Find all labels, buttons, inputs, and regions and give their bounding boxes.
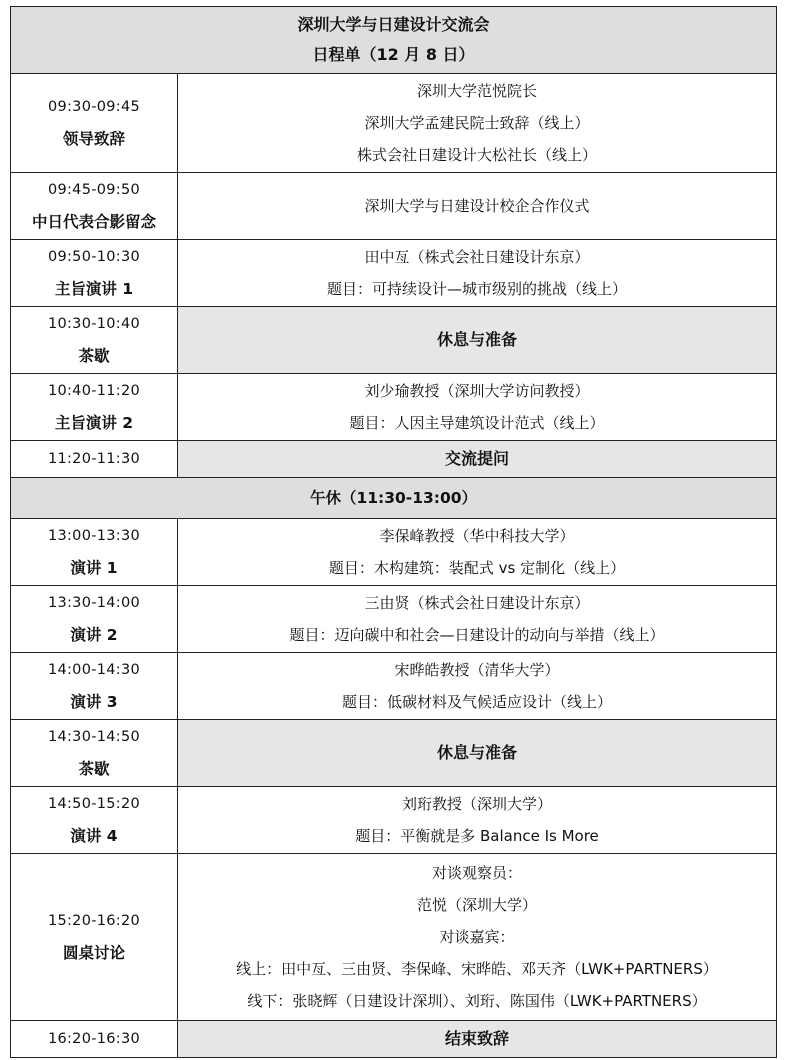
detail-line: 题目：平衡就是多 Balance Is More [355,827,599,845]
time-cell [11,374,178,441]
session-details [178,74,777,173]
time-range: 15:20-16:20 [47,913,141,929]
detail-line: 题目：人因主导建筑设计范式（线上） [349,414,605,432]
detail-line: 题目：木构建筑：装配式 vs 定制化（线上） [328,559,626,577]
session-label: 演讲 3 [70,693,118,711]
time-range: 14:30-14:50 [47,729,141,745]
detail-line: 深圳大学与日建设计校企合作仪式 [364,197,590,215]
time-cell [11,854,178,1021]
time-range: 13:00-13:30 [47,528,141,544]
time-cell [11,586,178,653]
time-cell [11,1021,178,1058]
session-details [178,854,777,1021]
detail-line: 题目：可持续设计—城市级别的挑战（线上） [327,280,628,298]
session-label: 圆桌讨论 [62,944,125,962]
detail-line: 三由贤（株式会社日建设计东京） [364,594,590,612]
session-label: 中日代表合影留念 [31,213,156,231]
schedule-row [11,787,777,854]
time-cell [11,720,178,787]
schedule-row [11,441,777,478]
time-cell [11,441,178,478]
session-details [178,519,777,586]
session-label: 主旨演讲 2 [54,414,134,432]
session-label: 演讲 1 [70,559,118,577]
time-cell [11,173,178,240]
time-range: 14:50-15:20 [47,796,141,812]
time-range: 09:45-09:50 [47,182,141,198]
time-cell [11,74,178,173]
time-range: 09:50-10:30 [47,249,141,265]
detail-line: 范悦（深圳大学） [417,896,538,914]
session-highlight: 休息与准备 [178,720,777,787]
time-range: 09:30-09:45 [47,99,141,115]
detail-line: 对谈观察员： [432,864,523,882]
document-subtitle: 日程单（12 月 8 日） [312,45,475,64]
time-range: 10:40-11:20 [47,383,141,399]
schedule-row [11,240,777,307]
session-label: 主旨演讲 1 [54,280,134,298]
schedule-row [11,854,777,1021]
time-cell [11,787,178,854]
schedule-table [10,6,777,1058]
detail-line: 深圳大学孟建民院士致辞（线上） [364,114,590,132]
schedule-row [11,586,777,653]
session-highlight: 休息与准备 [178,307,777,374]
session-highlight: 结束致辞 [178,1021,777,1058]
session-details [178,586,777,653]
lunch-row [11,478,777,519]
time-range: 16:20-16:30 [47,1031,141,1047]
detail-line: 对谈嘉宾： [439,928,515,946]
session-details [178,374,777,441]
detail-line: 田中亙（株式会社日建设计东京） [364,248,590,266]
session-highlight: 交流提问 [178,441,777,478]
schedule-row [11,720,777,787]
time-range: 13:30-14:00 [47,595,141,611]
session-details [178,787,777,854]
schedule-row [11,307,777,374]
session-details [178,653,777,720]
session-details [178,240,777,307]
session-label: 茶歇 [78,760,110,778]
detail-line: 刘少瑜教授（深圳大学访问教授） [364,382,590,400]
time-range: 11:20-11:30 [47,451,141,467]
detail-line: 深圳大学范悦院长 [417,82,538,100]
header-row [11,7,777,74]
time-range: 10:30-10:40 [47,316,141,332]
time-cell [11,240,178,307]
time-cell [11,307,178,374]
session-label: 演讲 4 [70,827,118,845]
document-title: 深圳大学与日建设计交流会 [297,15,490,34]
detail-line: 株式会社日建设计大松社长（线上） [357,146,598,164]
time-cell [11,653,178,720]
schedule-row [11,374,777,441]
lunch-break: 午休（11:30-13:00） [11,478,777,519]
detail-line: 线下：张晓辉（日建设计深圳）、刘珩、陈国伟（LWK+PARTNERS） [247,992,707,1010]
detail-line: 刘珩教授（深圳大学） [402,795,553,813]
detail-line: 题目：低碳材料及气候适应设计（线上） [342,693,613,711]
schedule-row [11,519,777,586]
session-details [178,173,777,240]
schedule-row [11,1021,777,1058]
time-cell [11,519,178,586]
detail-line: 宋晔皓教授（清华大学） [394,661,560,679]
detail-line: 线上：田中亙、三由贤、李保峰、宋晔皓、邓天齐（LWK+PARTNERS） [236,960,718,978]
session-label: 茶歇 [78,347,110,365]
schedule-row [11,74,777,173]
time-range: 14:00-14:30 [47,662,141,678]
session-label: 演讲 2 [70,626,118,644]
detail-line: 李保峰教授（华中科技大学） [379,527,575,545]
session-label: 领导致辞 [62,130,125,148]
schedule-row [11,653,777,720]
detail-line: 题目：迈向碳中和社会—日建设计的动向与举措（线上） [289,626,665,644]
schedule-row [11,173,777,240]
